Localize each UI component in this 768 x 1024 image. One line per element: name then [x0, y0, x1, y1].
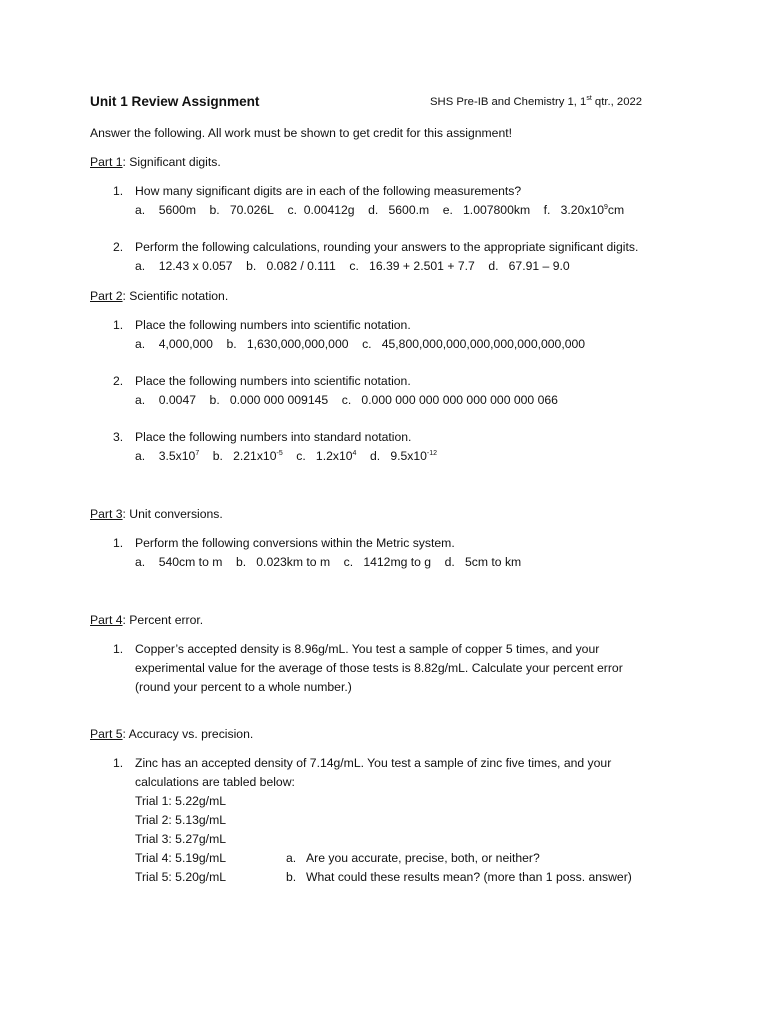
option-value: 0.000 000 009145 [229, 393, 329, 407]
part2-heading [90, 289, 228, 303]
course-info [430, 96, 642, 108]
sub-question-letter: a. [286, 851, 297, 865]
option-value: 12.43 x 0.057 [158, 259, 233, 273]
option-value: 2.21x10 [233, 449, 277, 463]
option-value: 540cm to m [158, 555, 223, 569]
part4-q1-line: experimental value for the average of those tests is 8.82g/mL. Calculate your percent error [135, 661, 623, 675]
part4-q1-line: (round your percent to a whole number.) [135, 680, 352, 694]
part2-q1-text: Place the following numbers into scientific notation. [135, 318, 411, 332]
option-letter: f. [543, 203, 551, 217]
part2-q2-options [135, 393, 558, 407]
option-letter: b. [212, 449, 223, 463]
course-info-suffix: qtr., 2022 [591, 96, 643, 108]
option-exponent: 7 [195, 449, 200, 457]
part1-q2-options [135, 259, 570, 273]
trial-row: Trial 3: 5.27g/mL [135, 832, 226, 846]
part1-q2-number: 2. [113, 240, 124, 254]
part1-q1-options [135, 203, 624, 217]
option-letter: c. [362, 337, 372, 351]
option-value: 0.000 000 000 000 000 000 000 066 [361, 393, 558, 407]
trial-row: Trial 4: 5.19g/mL [135, 851, 226, 865]
option-value: 1412mg to g [363, 555, 432, 569]
part3-title: : Unit conversions. [122, 507, 223, 521]
instructions: Answer the following. All work must be shown to get credit for this assignment! [90, 126, 513, 140]
part2-label: Part 2 [90, 289, 123, 303]
part5-q1-line: Zinc has an accepted density of 7.14g/mL. You test a sample of zinc five times, and your [135, 756, 612, 770]
option-value: 45,800,000,000,000,000,000,000,000 [381, 337, 586, 351]
option-letter: c. [341, 393, 352, 407]
part1-title: : Significant digits. [122, 155, 221, 169]
option-letter: b. [209, 203, 220, 217]
option-value: 4,000,000 [158, 337, 213, 351]
option-value: 3.5x10 [158, 449, 196, 463]
option-letter: c. [287, 203, 297, 217]
option-letter: a. [135, 337, 146, 351]
option-value: 0.00412g [303, 203, 355, 217]
option-letter: c. [296, 449, 306, 463]
option-letter: a. [135, 555, 146, 569]
option-value: 5cm to km [464, 555, 522, 569]
part4-label: Part 4 [90, 613, 123, 627]
part4-q1-number: 1. [113, 642, 124, 656]
option-letter: a. [135, 203, 146, 217]
option-letter: d. [488, 259, 499, 273]
option-letter: b. [209, 393, 220, 407]
option-exponent: -12 [426, 449, 438, 457]
option-letter: d. [369, 449, 381, 463]
part5-q1-line: calculations are tabled below: [135, 775, 295, 789]
option-letter: a. [135, 393, 146, 407]
part1-label: Part 1 [90, 155, 123, 169]
part2-q3-options [135, 449, 437, 463]
option-exponent: -5 [276, 449, 283, 457]
option-value: 1,630,000,000,000 [246, 337, 349, 351]
part3-q1-number: 1. [113, 536, 124, 550]
sub-question-text: What could these results mean? (more than 1 poss. answer) [306, 870, 632, 884]
option-value: 5600.m [388, 203, 430, 217]
trial-row: Trial 2: 5.13g/mL [135, 813, 226, 827]
part2-q1-options [135, 337, 585, 351]
option-value: 0.0047 [158, 393, 196, 407]
part4-q1-line: Copper’s accepted density is 8.96g/mL. You test a sample of copper 5 times, and your [135, 642, 600, 656]
sub-question-letter: b. [286, 870, 297, 884]
document-title: Unit 1 Review Assignment [90, 94, 260, 109]
option-letter: a. [135, 449, 146, 463]
option-value: 3.20x10 [560, 203, 604, 217]
option-letter: a. [135, 259, 146, 273]
trial-row: Trial 5: 5.20g/mL [135, 870, 226, 884]
part1-q1-text: How many significant digits are in each of the following measurements? [135, 184, 522, 198]
sub-question-text: Are you accurate, precise, both, or neither? [306, 851, 540, 865]
part2-q3-text: Place the following numbers into standard notation. [135, 430, 412, 444]
option-letter: b. [235, 555, 247, 569]
option-exponent: 4 [352, 449, 357, 457]
part2-q2-number: 2. [113, 374, 124, 388]
option-value: 1.007800km [463, 203, 531, 217]
part3-q1-options [135, 555, 521, 569]
option-value: 16.39 + 2.501 + 7.7 [369, 259, 475, 273]
part3-q1-text: Perform the following conversions within the Metric system. [135, 536, 455, 550]
option-unit: cm [607, 203, 625, 217]
part2-title: : Scientific notation. [122, 289, 229, 303]
option-letter: e. [442, 203, 453, 217]
option-value: 5600m [158, 203, 196, 217]
part1-q1-number: 1. [113, 184, 124, 198]
part5-heading [90, 727, 253, 741]
trial-row: Trial 1: 5.22g/mL [135, 794, 226, 808]
part4-heading [90, 613, 203, 627]
option-exponent: 9 [604, 203, 608, 211]
option-value: 1.2x10 [315, 449, 353, 463]
part2-q1-number: 1. [113, 318, 124, 332]
option-value: 9.5x10 [390, 449, 427, 463]
part5-q1-number: 1. [113, 756, 124, 770]
part5-label: Part 5 [90, 727, 123, 741]
course-info-prefix: SHS Pre-IB and Chemistry 1, 1 [430, 96, 587, 108]
option-value: 70.026L [229, 203, 274, 217]
part3-heading [90, 507, 223, 521]
part3-label: Part 3 [90, 507, 123, 521]
option-letter: c. [349, 259, 359, 273]
part2-q2-text: Place the following numbers into scientific notation. [135, 374, 411, 388]
option-letter: d. [368, 203, 379, 217]
option-value: 0.082 / 0.111 [266, 259, 336, 273]
option-letter: d. [444, 555, 455, 569]
option-letter: b. [226, 337, 237, 351]
part1-heading [90, 155, 221, 169]
option-value: 0.023km to m [256, 555, 331, 569]
part4-title: : Percent error. [122, 613, 204, 627]
part5-title: : Accuracy vs. precision. [122, 727, 254, 741]
option-letter: b. [246, 259, 257, 273]
option-letter: c. [343, 555, 354, 569]
part1-q2-text: Perform the following calculations, rounding your answers to the appropriate significant digits. [135, 240, 639, 254]
part2-q3-number: 3. [113, 430, 124, 444]
course-info-sup: st [586, 95, 592, 103]
option-value: 67.91 – 9.0 [508, 259, 570, 273]
